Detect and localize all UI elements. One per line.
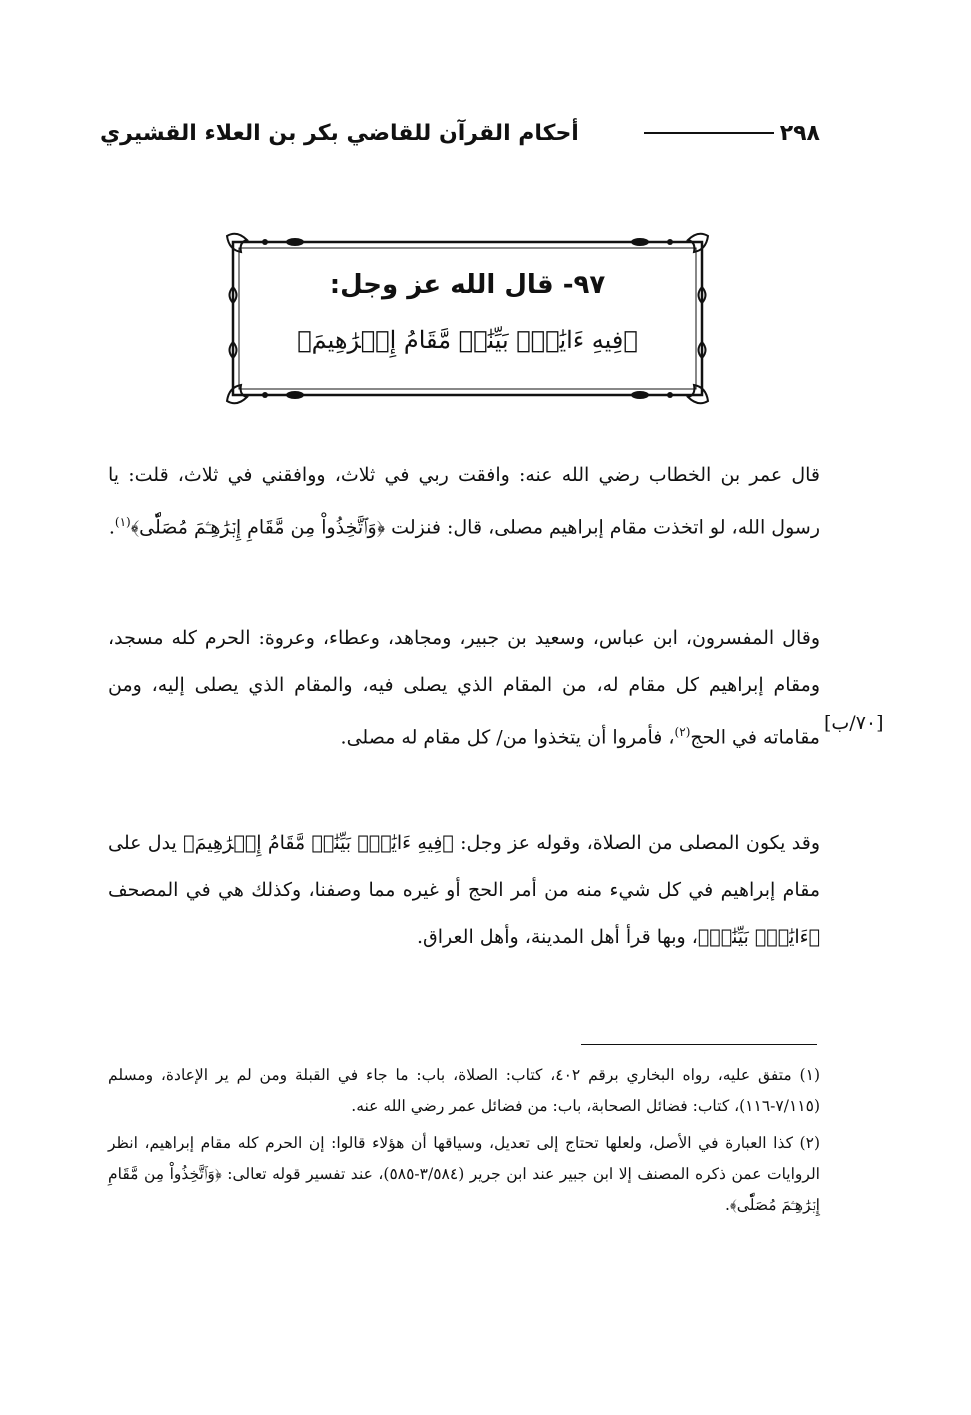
manuscript-folio-marker: [٧٠/ب]: [824, 712, 884, 734]
page-header: [100, 113, 820, 153]
paragraph-2: [108, 615, 820, 761]
header-number-group: [644, 121, 820, 146]
footnotes: [108, 1060, 820, 1221]
running-title: أحكام القرآن للقاضي بكر بن العلاء القشيري: [100, 120, 579, 146]
header-rule: [644, 132, 774, 134]
section-verse: ﴿فِيهِ ءَايَٰتُۢ بَيِّنَٰتٞ مَّقَامُ إِبۡرَٰهِيمَ﴾: [297, 326, 638, 354]
section-heading-frame: [225, 232, 710, 405]
section-heading: ٩٧- قال الله عز وجل:: [329, 270, 606, 300]
paragraph-2-text: وقال المفسرون، ابن عباس، وسعيد بن جبير، ومجاهد، وعطاء، وعروة: الحرم كله مسجد، ومقام إبراهيم كل مقام له، من المقام الذي يصلى فيه، والمقام الذي يصلى إليه، ومن مقاماته في الحج: [108, 627, 820, 749]
footnote-2: (٢) كذا العبارة في الأصل، ولعلها تحتاج إلى تعديل، وسياقها أن هؤلاء قالوا: إن الحرم كله مقام إبراهيم، انظر الروايات عمن ذكره المصنف إلا ابن جبير عند ابن جرير (٣/٥٨٤-٥٨٥)، عند تفسير قوله تعالى: ﴿وَٱتَّخِذُواْ مِن مَّقَامِ إِبۡرَٰهِـۧمَ مُصَلّٗى﴾.: [108, 1134, 820, 1214]
paragraph-1: [108, 452, 820, 551]
paragraph-3: وقد يكون المصلى من الصلاة، وقوله عز وجل: ﴿فِيهِ ءَايَٰتُۢ بَيِّنَٰتٞ مَّقَامُ إِبۡرَٰهِيمَ﴾ يدل على مقام إبراهيم في كل شيء منه من أمر الحج أو غيره مما وصفنا، وكذلك هي في المصحف ﴿ءَايَٰتُۢ بَيِّنَٰتٞ﴾، وبها قرأ أهل المدينة، وأهل العراق.: [108, 832, 820, 948]
paragraph-1-end: .: [108, 516, 115, 539]
paragraph-1-text: قال عمر بن الخطاب رضي الله عنه: وافقت ربي في ثلاث، ووافقني في ثلاث، قلت: يا رسول الله، لو اتخذت مقام إبراهيم مصلى، قال: فنزلت ﴿وَٱتَّخِذُواْ مِن مَّقَامِ إِبۡرَٰهِـۧمَ مُصَلّٗى﴾: [108, 464, 820, 539]
footnote-ref-2: (٢): [674, 725, 691, 739]
paragraph-2-end: ، فأمروا أن يتخذوا من/ كل مقام له مصلى.: [340, 726, 675, 749]
page-number: ٢٩٨: [779, 120, 820, 146]
footnote-rule: [581, 1044, 817, 1045]
ornamental-border: [225, 232, 710, 405]
footnote-1: (١) متفق عليه، رواه البخاري برقم ٤٠٢، كتاب: الصلاة، باب: ما جاء في القبلة ومن لم ير الإعادة، ومسلم (٧/١١٥-١١٦)، كتاب: فضائل الصحابة، باب: من فضائل عمر رضي الله عنه.: [108, 1066, 820, 1115]
footnote-ref-1: (١): [114, 515, 131, 529]
